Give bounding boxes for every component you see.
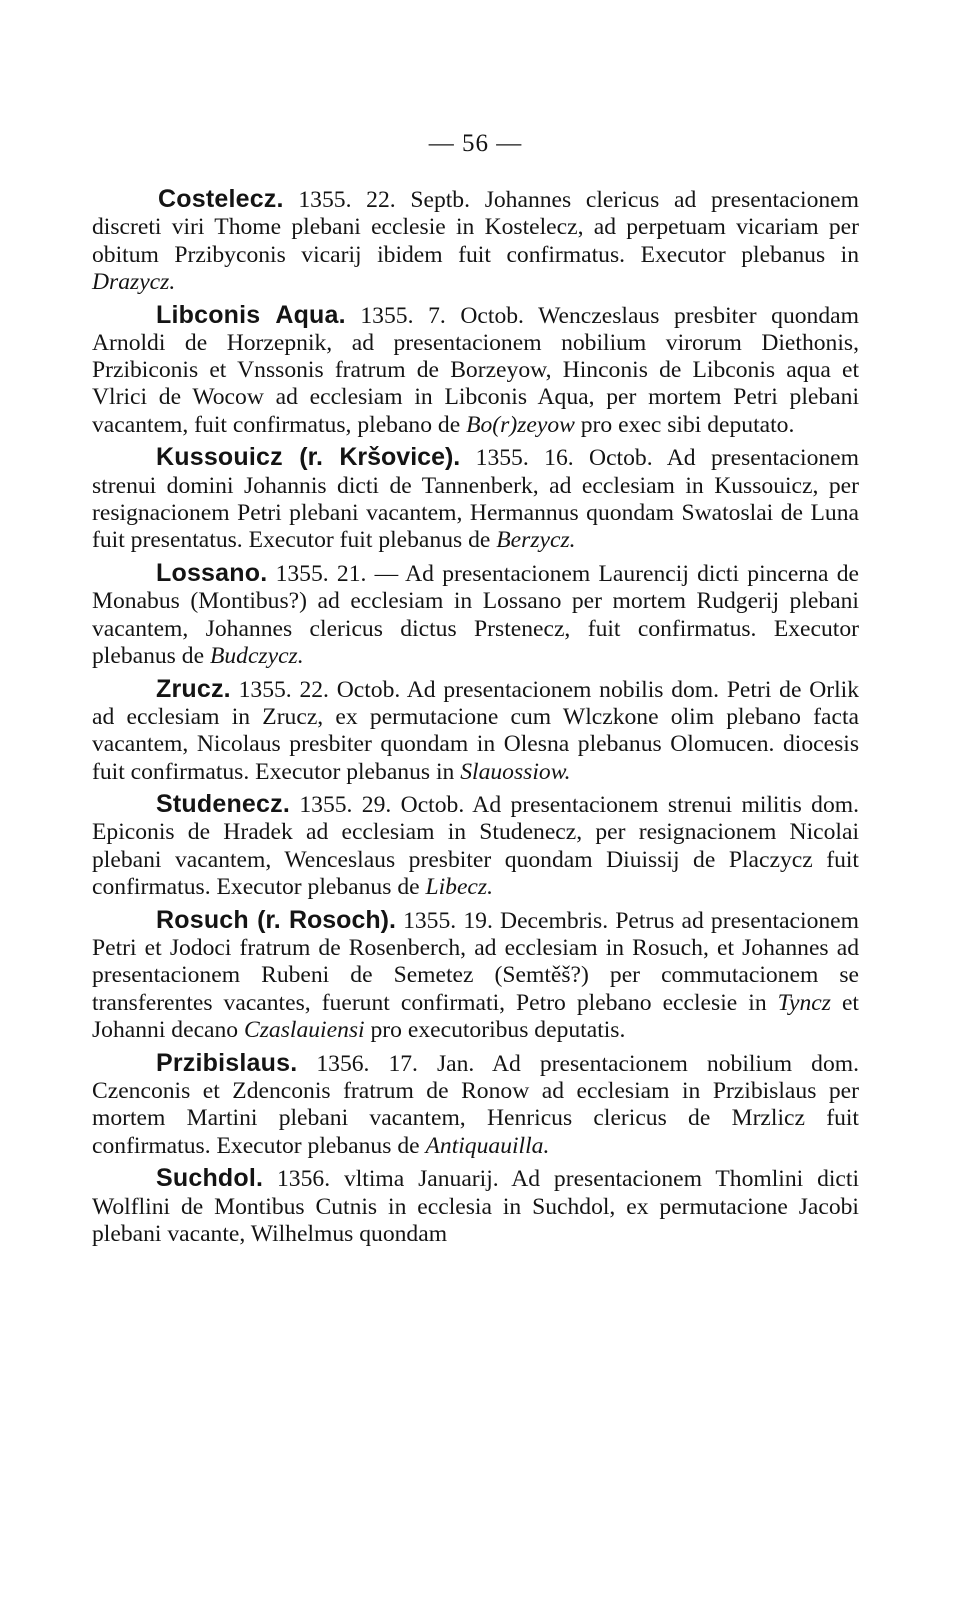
entry-executor-place: Berzycz. [496,527,576,554]
entry-executor-place: Tyncz [777,989,831,1016]
entry-text: 1355. 19. Decembris. Petrus ad presentacionem Petri et Jodoci fratrum de Rosenberch, ad ecclesiam in Rosuch, et Johannes ad presentacionem Rubeni de Semetez (Semtěš?) per commutacionem se transferentes vacantes, fuerunt confirmati, Petro plebano ecclesie in [92,907,859,1016]
entry-kussouicz [92,444,859,554]
entry-costelecz [92,186,859,296]
entry-heading: Zrucz. [156,674,231,703]
entry-executor-place-2: Czaslauiensi [244,1016,365,1043]
entry-studenecz [92,791,859,901]
entry-executor-place: Budczycz. [209,642,304,669]
entry-text: 1355. 22. Septb. Johannes clericus ad presentacionem discreti viri Thome plebani ecclesie in Kostelecz, ad perpetuam vicariam per obitum Przibyconis vicarij ibidem fuit confirmatus. Executor plebanus in [92,187,859,268]
entry-heading: Suchdol. [156,1164,264,1193]
entry-text: 1355. 29. Octob. Ad presentacionem strenui militis dom. Epiconis de Hradek ad ecclesiam in Studenecz, per resignacionem Nicolai plebani vacantem, Wenceslaus presbiter quondam Diuissij de Placzycz fuit confirmatus. Executor plebanus de [92,792,859,901]
entry-text: 1355. 22. Octob. Ad presentacionem nobilis dom. Petri de Orlik ad ecclesiam in Zrucz, ex permutacione cum Wlczkone olim plebano facta vacantem, Nicolaus presbiter quondam in Olesna plebanus Olomucen. diocesis fuit confirmatus. Executor plebanus in [92,676,859,785]
entry-text: 1356. 17. Jan. Ad presentacionem nobilium dom. Czenconis et Zdenconis fratrum de Ronow ad ecclesiam in Przibislaus per mortem Martini plebani vacantem, Henricus clericus de Mrzlicz fuit confirmatus. Executor plebanus de [92,1050,859,1159]
entry-heading: Costelecz. [158,185,284,213]
entry-heading: Libconis Aqua. [156,300,346,329]
entry-executor-place: Slauossiow. [460,758,571,785]
entry-text: 1355. 7. Octob. Wenczeslaus presbiter quondam Arnoldi de Horzepnik, ad presentacionem nobilium virorum Diethonis, Przibiconis et Vnssonis fratrum de Borzeyow, Hinconis de Libconis aqua et Vlrici de Wocow ad ecclesiam in Libconis Aqua, per mortem Petri plebani vacantem, fuit confirmatus, plebano de [92,302,859,438]
entry-zrucz [92,676,859,786]
document-page [92,128,859,1254]
entry-list [92,186,859,1248]
entry-executor-place: Bo(r)zeyow [466,411,575,438]
entry-executor-place: Drazycz. [92,268,176,295]
entry-libconis-aqua [92,302,859,439]
entry-heading-note: (r. Kršovice). [282,443,461,472]
entry-heading: Kussouicz [156,443,283,472]
entry-rosuch [92,907,859,1044]
entry-heading: Przibislaus. [156,1048,298,1077]
entry-text: 1355. 16. Octob. Ad presentacionem strenui domini Johannis dicti de Tannenberk, ad ecclesiam in Kussouicz, per resignacionem Petri plebani vacantem, Hermannus quondam Swatoslai de Luna fuit presentatus. Executor fuit plebanus de [92,445,859,554]
entry-text-end: pro executoribus deputatis. [364,1016,626,1043]
entry-heading: Studenecz. [156,790,290,819]
entry-text-end: pro exec sibi deputato. [574,411,795,438]
entry-suchdol [92,1165,859,1248]
entry-executor-place: Antiquauilla. [425,1132,550,1159]
entry-przibislaus [92,1050,859,1160]
page-number: — 56 — [428,130,523,157]
entry-text: 1356. vltima Januarij. Ad presentacionem Thomlini dicti Wolflini de Montibus Cutnis in ecclesia in Suchdol, ex permutacione Jacobi plebani vacante, Wilhelmus quondam [92,1166,859,1247]
entry-text-middle: et Johanni decano [92,989,859,1043]
entry-heading: Lossano. [156,559,268,588]
entry-executor-place: Libecz. [425,874,493,901]
entry-text: 1355. 21. — Ad presentacionem Laurencij dicti pincerna de Monabus (Montibus?) ad ecclesiam in Lossano per mortem Rudgerij plebani vacantem, Johannes clericus dictus Prstenecz, fuit confirmatus. Executor plebanus de [92,561,859,669]
entry-heading-note: (r. Rosoch). [248,905,396,934]
entry-heading: Rosuch [156,905,249,934]
entry-lossano [92,560,859,670]
